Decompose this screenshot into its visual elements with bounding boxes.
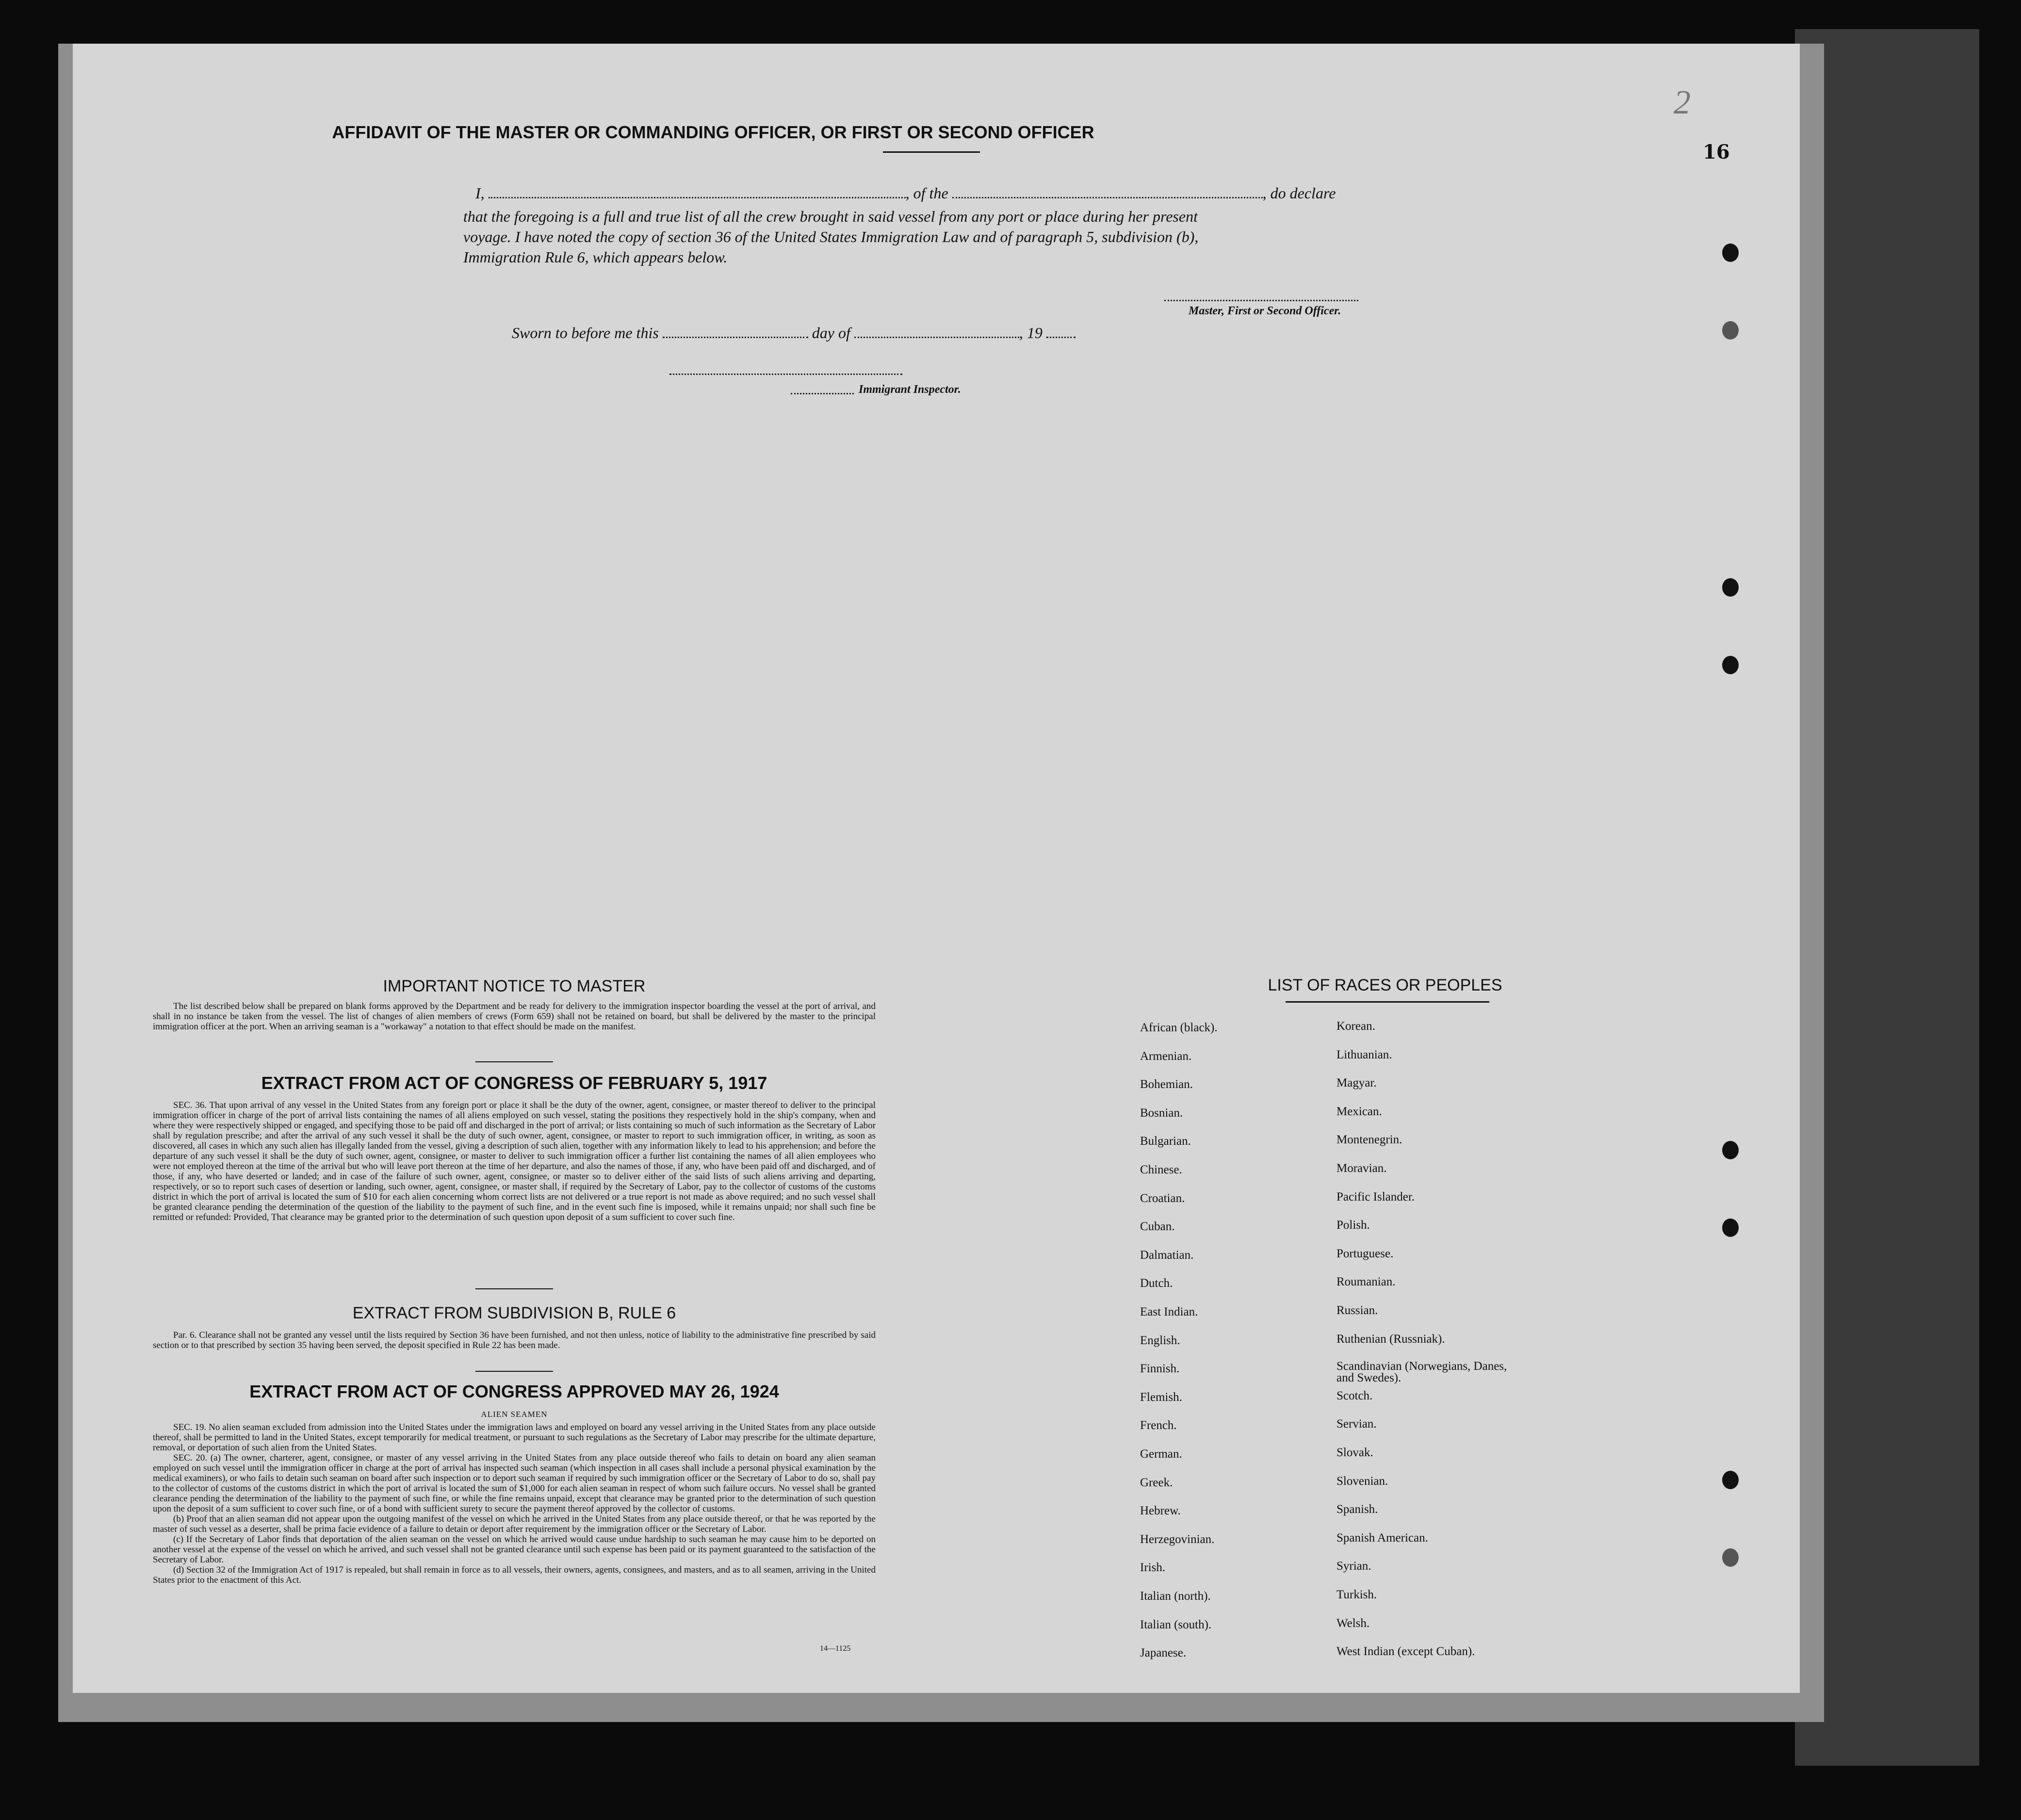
race-item: Ruthenian (Russniak).	[1336, 1332, 1445, 1346]
vessel-name-field[interactable]	[952, 197, 1263, 198]
affidavit-line-2: that the foregoing is a full and true list of all the crew brought in said vessel from any port or place during her present	[463, 208, 1198, 225]
inspector-caption: Immigrant Inspector.	[859, 383, 961, 396]
race-item: Pacific Islander.	[1336, 1190, 1415, 1203]
race-item: Bulgarian.	[1140, 1135, 1191, 1148]
affidavit-line-3: voyage. I have noted the copy of section 36 of the United States Immigration Law and of paragraph 5, subdivision (b),	[463, 228, 1199, 245]
race-item: French.	[1140, 1419, 1177, 1432]
race-item: Italian (south).	[1140, 1618, 1212, 1631]
race-item: Bohemian.	[1140, 1078, 1193, 1091]
race-item: Dalmatian.	[1140, 1248, 1194, 1262]
race-item: Flemish.	[1140, 1390, 1182, 1404]
punch-hole-icon	[1722, 321, 1739, 340]
race-item: Chinese.	[1140, 1163, 1182, 1176]
race-item: Italian (north).	[1140, 1590, 1211, 1603]
race-item: Slovenian.	[1336, 1474, 1388, 1488]
notice-paragraph: The list described below shall be prepared on blank forms approved by the Department and be ready for delivery to the immigration inspector boarding the vessel at the port of arrival, and shall in no instance be taken from the vessel. The list of changes of alien members of crews (Form 659) shall not be retained on board, but shall be delivered by the master to the principal immigration officer at the port. When an arriving seaman is a "workaway" a notation to that effect should be made on the manifest.	[153, 1001, 876, 1032]
race-item: Moravian.	[1336, 1162, 1387, 1175]
race-item: Lithuanian.	[1336, 1048, 1392, 1061]
race-item: Slovak.	[1336, 1446, 1373, 1459]
race-item: Finnish.	[1140, 1362, 1180, 1376]
race-item: African (black).	[1140, 1021, 1218, 1034]
extract-1917-rule	[475, 1288, 553, 1289]
sworn-line	[512, 324, 1076, 342]
extract-1924-subtitle: ALIEN SEAMEN	[481, 1410, 548, 1419]
extract-1924-paragraph: (d) Section 32 of the Immigration Act of 1917 is repealed, but shall remain in force as to all vessels, their owners, agents, consignees, and masters, and as to all seamen, arriving in the United States prior to the enactment of this Act.	[153, 1565, 876, 1585]
race-item: West Indian (except Cuban).	[1336, 1645, 1475, 1658]
race-item: Scandinavian (Norwegians, Danes, and Swedes).	[1336, 1360, 1507, 1385]
notice-title: IMPORTANT NOTICE TO MASTER	[383, 977, 646, 995]
race-item: Scotch.	[1336, 1389, 1373, 1402]
race-item: Syrian.	[1336, 1560, 1371, 1573]
extract-1924-paragraph: SEC. 19. No alien seaman excluded from admission into the United States under the immigration laws and employed on board any vessel arriving in the United States from any place outside thereof, shall be permitted to land in the United States, except temporarily for medical treatment, or pursuant to such regulations as the Secretary of Labor may prescribe for the ultimate departure, removal, or deportation of such alien from the United States.	[153, 1422, 876, 1453]
race-item: Croatian.	[1140, 1191, 1185, 1205]
punch-hole-icon	[1722, 1141, 1739, 1159]
extract-1917-title: EXTRACT FROM ACT OF CONGRESS OF FEBRUARY 5, 1917	[261, 1073, 767, 1093]
race-item: East Indian.	[1140, 1305, 1198, 1318]
master-caption: Master, First or Second Officer.	[1189, 305, 1341, 317]
affidavit-title-rule	[883, 151, 980, 153]
race-item: Japanese.	[1140, 1646, 1187, 1660]
race-item: Greek.	[1140, 1476, 1173, 1489]
inspector-signature-line[interactable]	[669, 374, 902, 375]
race-item: Russian.	[1336, 1304, 1378, 1317]
sworn-label: Sworn to before me this	[512, 324, 659, 341]
page-number: 16	[1703, 141, 1730, 163]
sworn-month-field[interactable]	[854, 337, 1019, 338]
sworn-day-of-label: day of	[812, 324, 850, 341]
master-signature-line[interactable]	[1164, 300, 1358, 301]
form-code: 14—1125	[820, 1644, 851, 1653]
races-title: LIST OF RACES OR PEOPLES	[1268, 976, 1502, 994]
race-item: Polish.	[1336, 1219, 1370, 1232]
punch-hole-icon	[1722, 1219, 1739, 1237]
extract-1924-title: EXTRACT FROM ACT OF CONGRESS APPROVED MAY 26, 1924	[249, 1381, 779, 1401]
race-item: Montenegrin.	[1336, 1133, 1402, 1147]
punch-hole-icon	[1722, 244, 1739, 262]
extract-1917-text	[153, 1100, 876, 1222]
extract-1924-paragraph: (c) If the Secretary of Labor finds that deportation of the alien seaman on the vessel on which he arrived would cause undue hardship to such seaman he may cause him to be deported on another vessel at the expense of the vessel on which he arrived, and such vessel shall not be granted clearance until such expense has been paid or its payment guaranteed to the satisfaction of the Secretary of Labor.	[153, 1534, 876, 1565]
notice-text	[153, 1001, 876, 1032]
race-item: Spanish American.	[1336, 1531, 1428, 1544]
race-item: Armenian.	[1140, 1049, 1192, 1063]
declare-label: , do declare	[1262, 184, 1336, 202]
inspector-signature-line-2[interactable]	[791, 393, 854, 394]
extract-1924-paragraph: (b) Proof that an alien seaman did not appear upon the outgoing manifest of the vessel on which he arrived in the United States from any place outside thereof, or that he was reported by the master of such vessel as a deserter, shall be prima facie evidence of a failure to detain or deport after requirement by the immigration officer or the Secretary of Labor.	[153, 1514, 876, 1534]
extract-1917-paragraph: SEC. 36. That upon arrival of any vessel in the United States from any foreign port or place it shall be the duty of the owner, agent, consignee, or master thereof to deliver to the principal immigration officer in charge of the port of arrival lists containing the names of all aliens employed on such vessel, stating the positions they respectively hold in the ship's company, when and where they were respectively shipped or engaged, and specifying those to be paid off and discharged in the port of arrival; or lists containing so much of such information as the Secretary of Labor shall by regulation prescribe; and after the arrival of any such vessel it shall be the duty of such owner, agent, consignee, or master to report to such immigration officer, in writing, as soon as discovered, all cases in which any such alien has illegally landed from the vessel, giving a description of such alien, together with any information likely to lead to his apprehension; and before the departure of any such vessel it shall be the duty of such owner, agent, consignee, or master to deliver to such immigration officer a further list containing the names of all alien employees who were not employed thereon at the time of the arrival but who will leave port thereon at the time of her departure, and also the names of those, if any, who have been paid off and discharged, and of those, if any, who have deserted or landed; and in case of the failure of such owner, agent, consignee, or master so to deliver either of the said lists of such aliens arriving and departing, respectively, or so to report such cases of desertion or landing, such owner, agent, consignee, or master shall, if required by the Secretary of Labor, pay to the collector of customs of the customs district in which the port of arrival is located the sum of $10 for each alien concerning whom correct lists are not delivered or a true report is not made as above required; and no such vessel shall be granted clearance pending the determination of the question of the liability to the payment of such fine, and in the event such fine is imposed, while it remains unpaid; nor shall such fine be remitted or refunded: Provided, That clearance may be granted prior to the determination of such question upon deposit of a sum sufficient to cover such fine.	[153, 1100, 876, 1222]
race-item: Roumanian.	[1336, 1275, 1396, 1289]
race-item: Spanish.	[1336, 1503, 1378, 1516]
race-item: Welsh.	[1336, 1616, 1370, 1630]
race-item: Servian.	[1336, 1417, 1377, 1431]
race-item: Turkish.	[1336, 1588, 1377, 1601]
of-the-label: , of the	[905, 184, 948, 202]
punch-hole-icon	[1722, 656, 1739, 674]
extract-rule6-text	[153, 1330, 876, 1350]
race-item: Dutch.	[1140, 1277, 1173, 1290]
affidavit-title: AFFIDAVIT OF THE MASTER OR COMMANDING OFFICER, OR FIRST OR SECOND OFFICER	[332, 122, 1094, 142]
declarant-name-field[interactable]	[489, 197, 906, 198]
punch-hole-icon	[1722, 1548, 1739, 1567]
race-item: Herzegovinian.	[1140, 1532, 1215, 1546]
punch-hole-icon	[1722, 1471, 1739, 1489]
sworn-year-field[interactable]	[1046, 337, 1076, 338]
race-item: English.	[1140, 1333, 1180, 1347]
race-item: Bosnian.	[1140, 1106, 1183, 1120]
affidavit-line-4: Immigration Rule 6, which appears below.	[463, 248, 728, 266]
extract-1924-paragraph: SEC. 20. (a) The owner, charterer, agent, consignee, or master of any vessel arriving in the United States from any place outside thereof who fails to detain on board any alien seaman employed on such vessel until the immigration officer in charge at the port of arrival has inspected such seaman (which inspection in all cases shall include a personal physical examination by the medical examiners), or who fails to detain such seaman on board after such inspection or to deport such seaman if required by such immigration officer or the Secretary of Labor to do so, shall pay to the collector of customs of the customs district in which the port of arrival is located the sum of $1,000 for each alien seaman in respect of whom such failure occurs. No vessel shall be granted clearance pending the determination of the liability to the payment of such fine, or while the fine remains unpaid, except that clearance may be granted prior to the determination of such question upon the deposit of a sum sufficient to cover such fine, or of a bond with sufficient surety to secure the payment thereof approved by the collector of customs.	[153, 1453, 876, 1514]
race-item: Cuban.	[1140, 1220, 1175, 1234]
race-item: Irish.	[1140, 1561, 1166, 1575]
race-item: Korean.	[1336, 1020, 1375, 1033]
race-item: Hebrew.	[1140, 1504, 1181, 1518]
declarant-label: I,	[475, 184, 485, 202]
pencil-mark: 2	[1674, 84, 1691, 121]
punch-hole-icon	[1722, 578, 1739, 597]
race-item: Portuguese.	[1336, 1247, 1394, 1260]
extract-rule6-paragraph: Par. 6. Clearance shall not be granted any vessel until the lists required by Section 36 have been furnished, and not then unless, notice of liability to the administrative fine prescribed by said section or to that prescribed by section 35 having been served, the deposit specified in Rule 22 has been made.	[153, 1330, 876, 1350]
notice-rule	[475, 1061, 553, 1062]
extract-1924-text	[153, 1422, 876, 1585]
extract-rule6-rule	[475, 1371, 553, 1372]
race-item: German.	[1140, 1447, 1182, 1461]
race-item: Mexican.	[1336, 1105, 1382, 1118]
manifest-page	[73, 44, 1800, 1693]
race-item: Magyar.	[1336, 1076, 1377, 1090]
races-title-rule	[1286, 1001, 1489, 1003]
extract-rule6-title: EXTRACT FROM SUBDIVISION B, RULE 6	[352, 1304, 676, 1322]
affidavit-line-1	[475, 184, 1336, 202]
sworn-year-label: , 19	[1019, 324, 1043, 341]
sworn-day-field[interactable]	[663, 337, 808, 338]
